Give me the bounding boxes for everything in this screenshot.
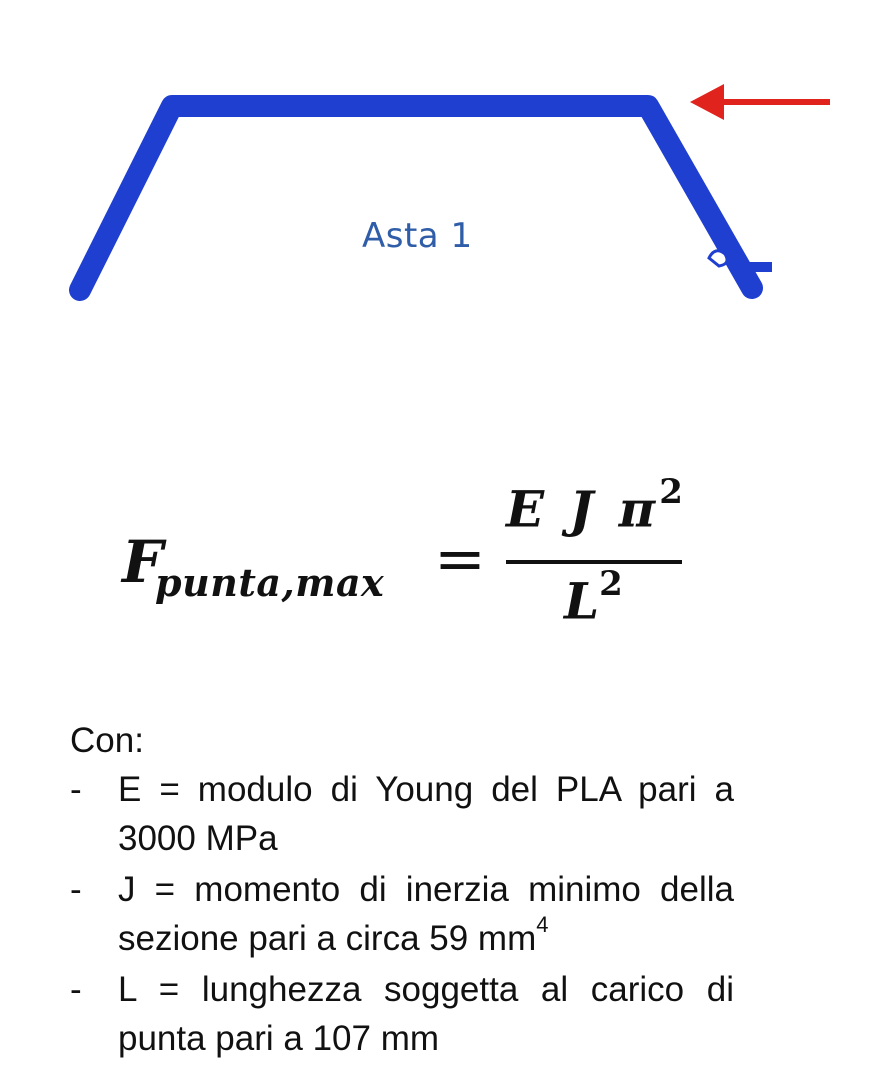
formula-fraction-bar <box>506 560 682 564</box>
formula-denominator-text: L <box>564 571 600 631</box>
definitions <box>70 716 734 1063</box>
definition-item-j <box>70 865 734 963</box>
definition-text: L = lunghezza soggetta al carico di punta pari a 107 mm <box>118 970 734 1058</box>
formula-denominator-exponent: 2 <box>599 564 623 604</box>
formula-numerator <box>506 472 687 539</box>
force-arrow-icon <box>690 84 830 120</box>
formula-numerator-text: E J π <box>506 479 660 539</box>
rod-pin-hole <box>709 251 727 266</box>
definition-exponent: 4 <box>536 912 549 937</box>
definition-item-e <box>70 765 734 863</box>
list-dash: - <box>70 770 82 809</box>
formula-equals: = <box>434 522 486 595</box>
list-dash: - <box>70 870 82 909</box>
list-dash: - <box>70 970 82 1009</box>
rod-figure <box>0 0 883 330</box>
definition-text: E = modulo di Young del PLA pari a 3000 MPa <box>118 770 734 858</box>
formula-numerator-exponent: 2 <box>659 472 687 512</box>
buckling-formula <box>118 472 738 638</box>
definition-text: J = momento di inerzia minimo della sezione pari a circa 59 mm <box>118 870 734 958</box>
rod-drawing <box>0 0 883 330</box>
definitions-intro: Con: <box>70 721 144 760</box>
formula-lhs-symbol: F <box>122 528 164 596</box>
formula-lhs-subscript: punta,max <box>155 560 385 605</box>
rod-shape <box>80 106 752 290</box>
definition-item-l <box>70 965 734 1063</box>
formula-denominator <box>564 564 623 631</box>
rod-label: Asta 1 <box>362 216 473 256</box>
